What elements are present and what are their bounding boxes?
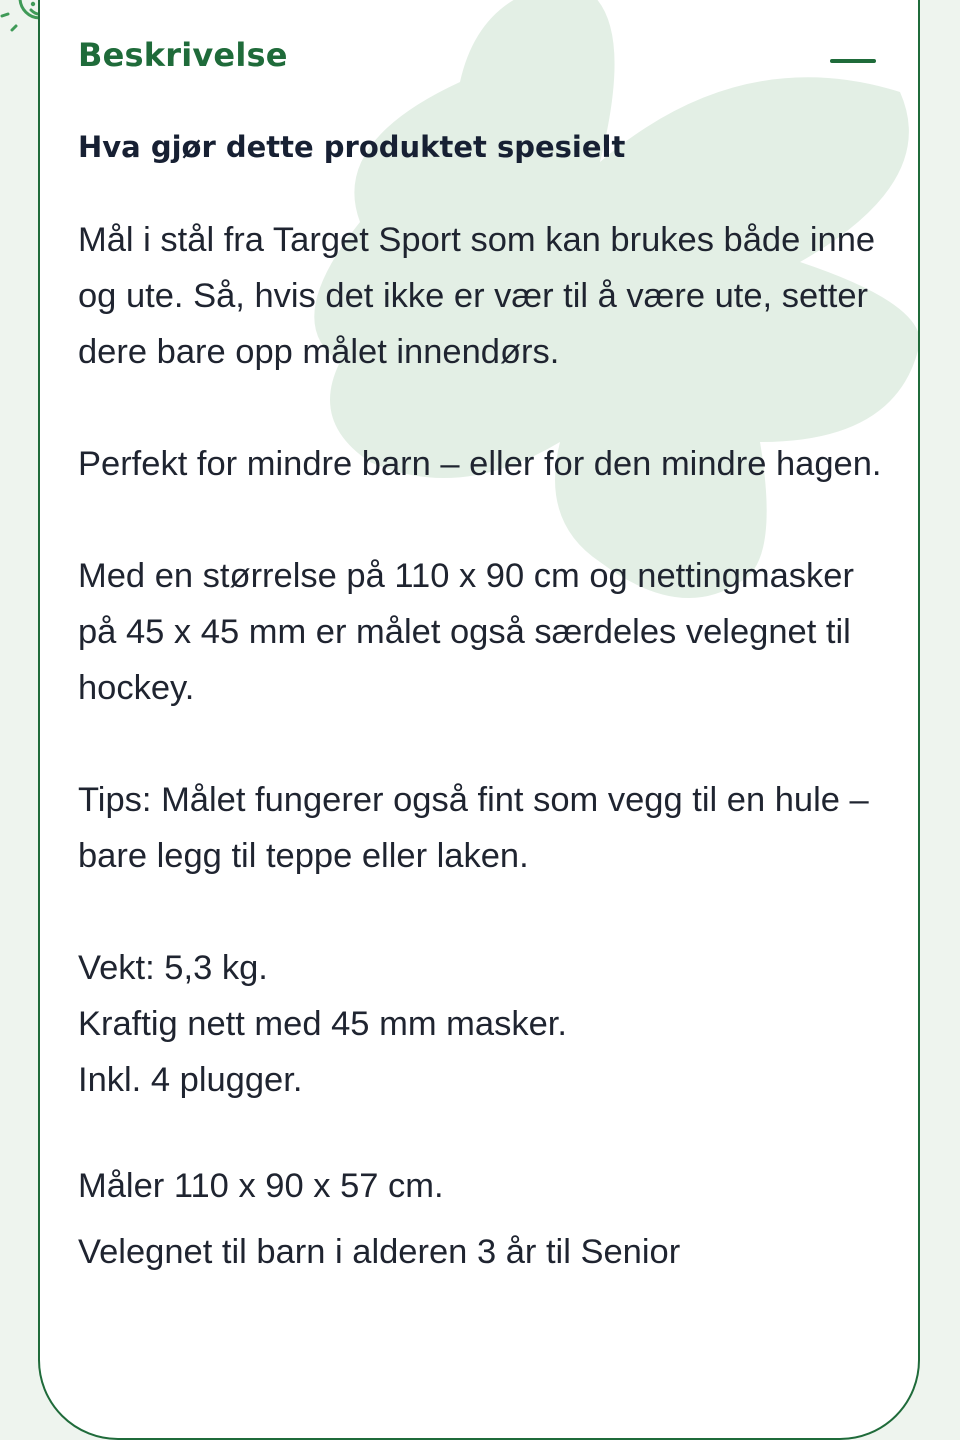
collapse-button[interactable]	[828, 40, 878, 80]
spec-net: Kraftig nett med 45 mm masker.	[78, 1005, 567, 1043]
accordion-title: Beskrivelse	[78, 36, 288, 74]
description-paragraph: Med en størrelse på 110 x 90 cm og nettingmasker på 45 x 45 mm er målet også særdeles velegnet til hockey.	[78, 557, 854, 707]
description-paragraph: Perfekt for mindre barn – eller for den mindre hagen.	[78, 445, 882, 483]
description-paragraph: Mål i stål fra Target Sport som kan brukes både inne og ute. Så, hvis det ikke er vær til å være ute, setter dere bare opp målet innendørs.	[78, 221, 876, 371]
description-body	[78, 212, 898, 1280]
spec-dimensions: Måler 110 x 90 x 57 cm.	[78, 1167, 444, 1205]
description-paragraph: Tips: Målet fungerer også fint som vegg til en hule – bare legg til teppe eller laken.	[78, 781, 869, 875]
section-heading: Hva gjør dette produktet spesielt	[78, 130, 626, 164]
minus-icon	[830, 59, 876, 63]
accordion-header[interactable]	[78, 30, 878, 90]
spec-age: Velegnet til barn i alderen 3 år til Senior	[78, 1233, 681, 1271]
description-accordion	[38, 0, 920, 1440]
spec-included: Inkl. 4 plugger.	[78, 1061, 303, 1099]
spec-weight: Vekt: 5,3 kg.	[78, 949, 268, 987]
